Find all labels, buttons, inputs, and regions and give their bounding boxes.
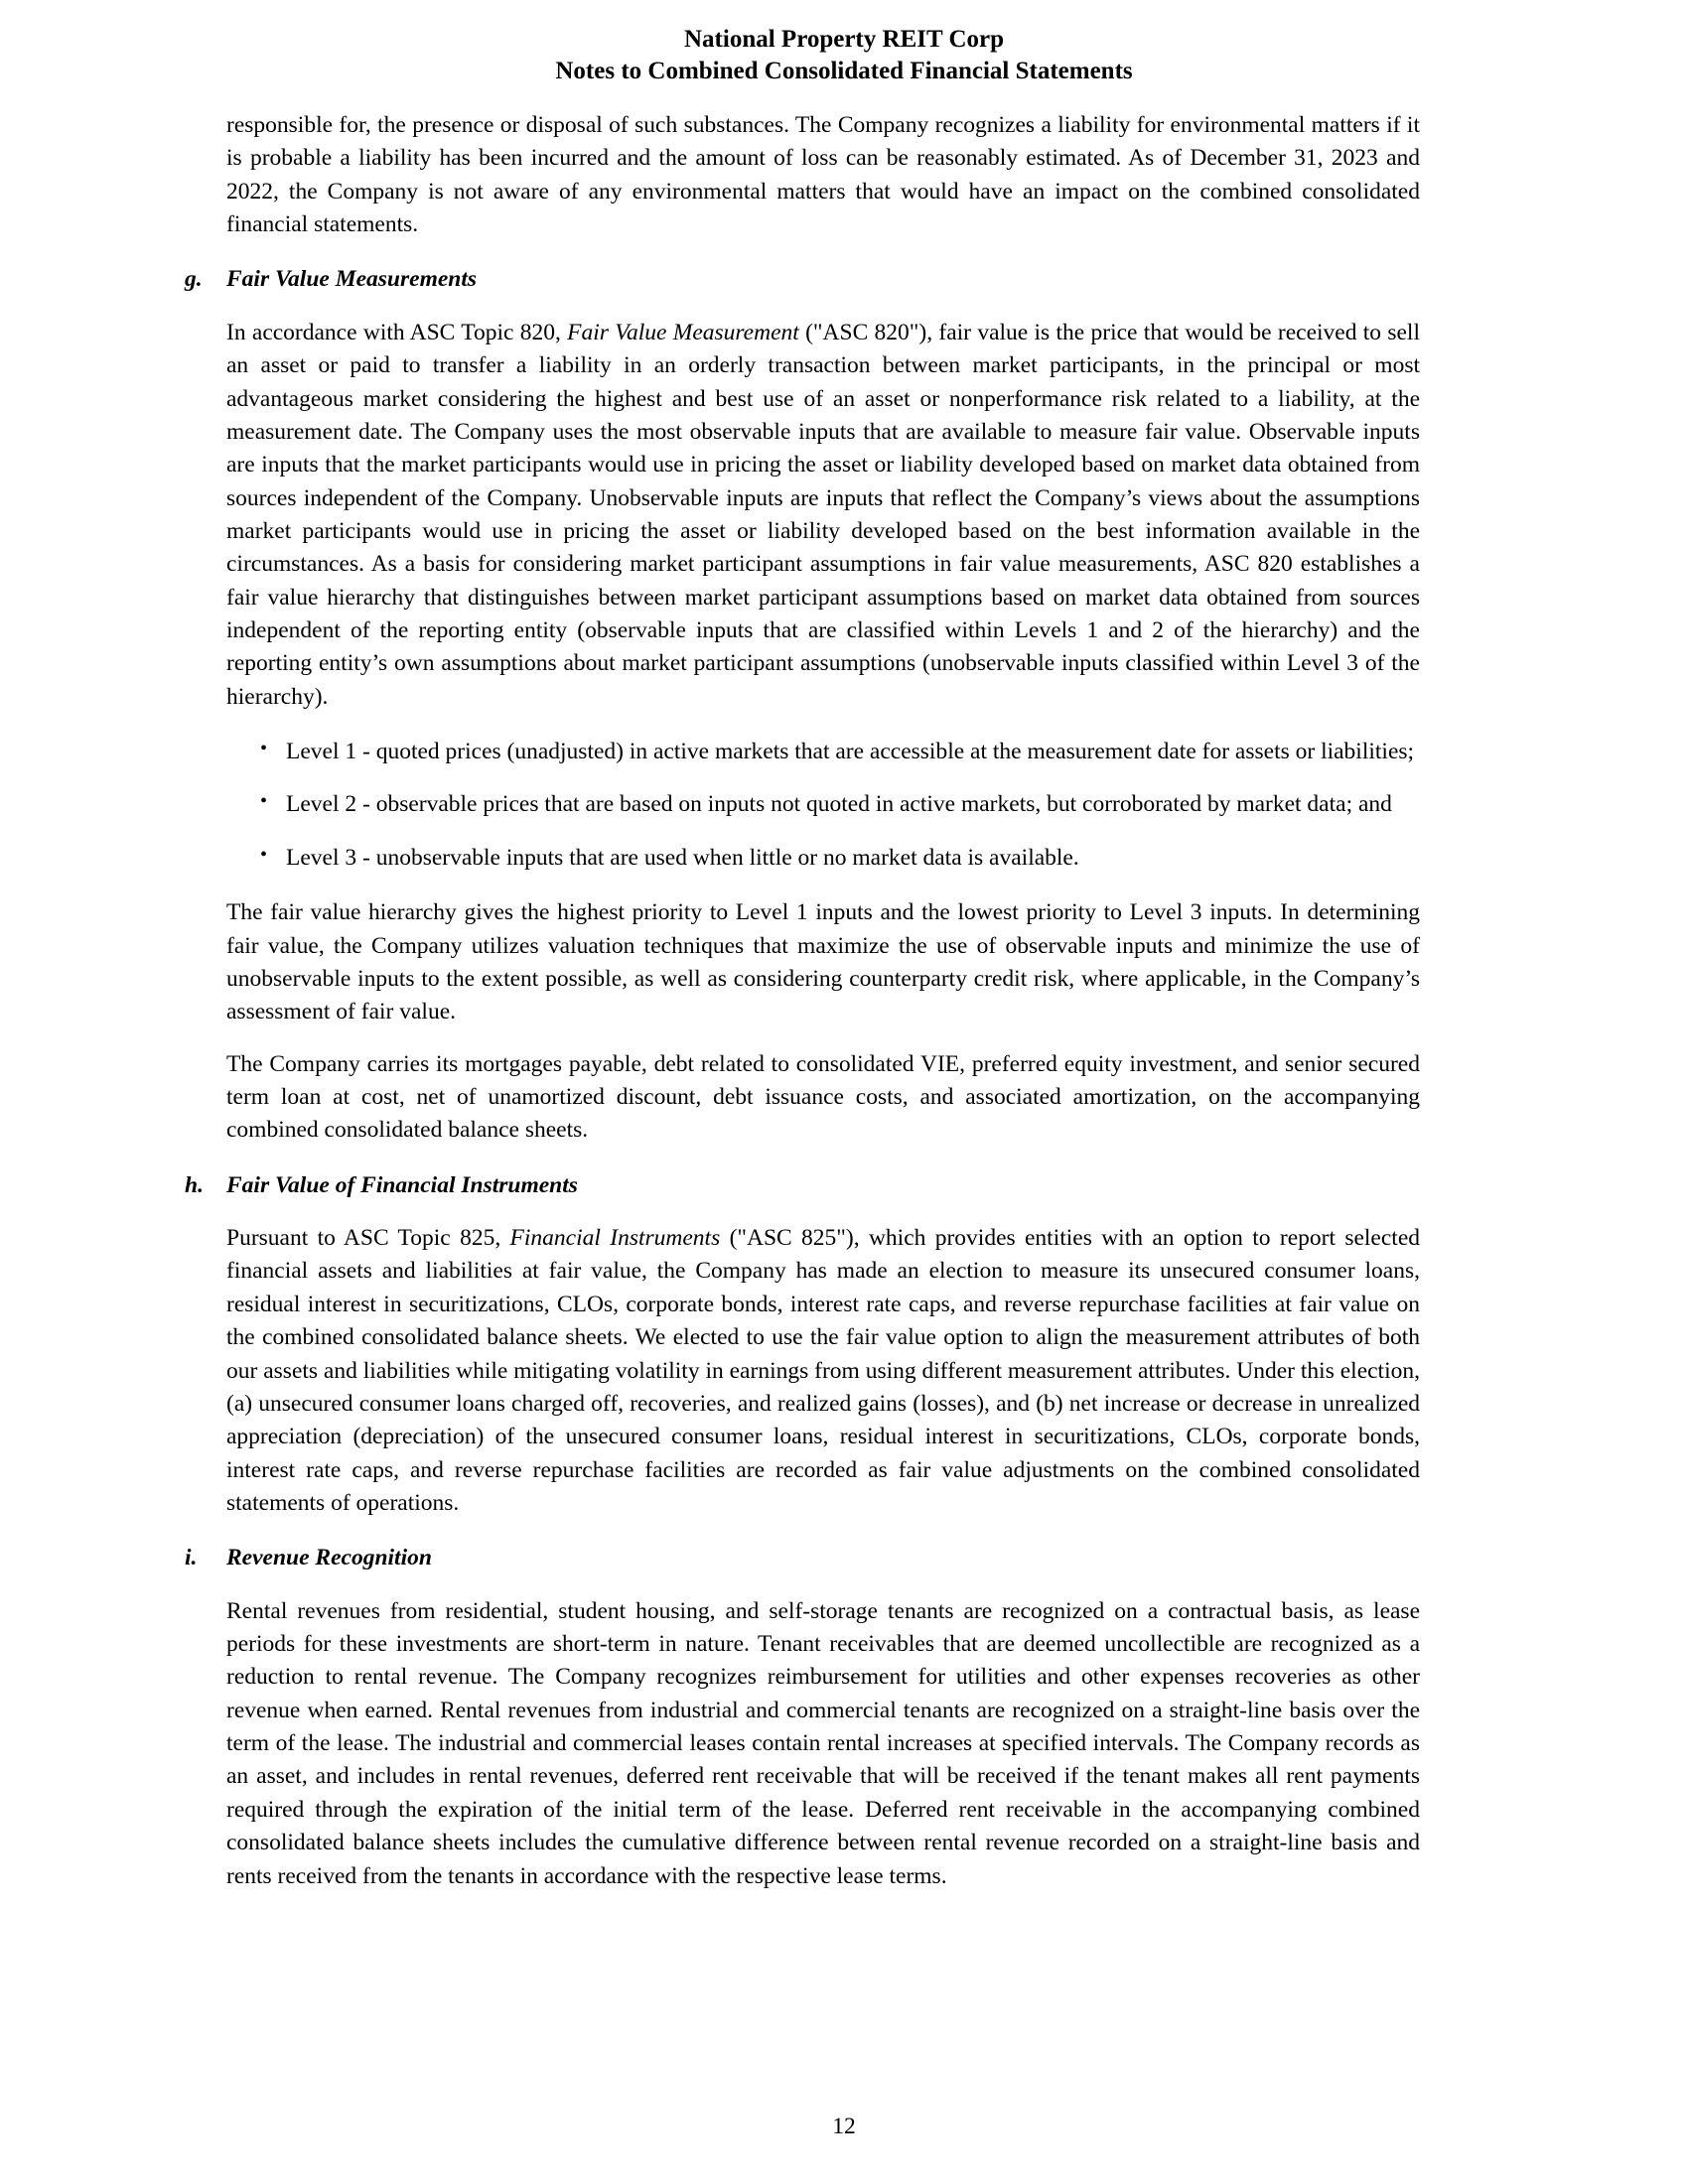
- asc-825-rest: ("ASC 825"), which provides entities with an option to report selected financial assets and liabilities at fair value, the Company has made an election to measure its unsecured consumer loans, residual interest in securitizations, CLOs, corporate bonds, interest rate caps, and reverse repurchase facilities at fair value on the combined consolidated balance sheets. We elected to use the fair value option to align the measurement attributes of both our assets and liabilities while mitigating volatility in earnings from using different measurement attributes. Under this election, (a) unsecured consumer loans charged off, recoveries, and realized gains (losses), and (b) net increase or decrease in unrealized appreciation (depreciation) of the unsecured consumer loans, residual interest in securitizations, CLOs, corporate bonds, interest rate caps, and reverse repurchase facilities are recorded as fair value adjustments on the combined consolidated statements of operations.: [226, 1225, 1420, 1516]
- section-title-h: Fair Value of Financial Instruments: [226, 1171, 578, 1198]
- asc-825-lead: Pursuant to ASC Topic 825,: [226, 1225, 510, 1252]
- bullet-icon: •: [260, 843, 268, 866]
- level-2-text: Level 2 - observable prices that are based on inputs not quoted in active markets, but corroborated by market data; and: [286, 791, 1392, 818]
- paragraph-revenue-recognition: Rental revenues from residential, student housing, and self-storage tenants are recognized on a contractual basis, as lease periods for these investments are short-term in nature. Tenant receivables that are deemed uncollectible are recognized as a reduction to rental revenue. The Company recognizes reimbursement for utilities and other expenses recoveries as other revenue when earned. Rental revenues from industrial and commercial tenants are recognized on a straight-line basis over the term of the lease. The industrial and commercial leases contain rental increases at specified intervals. The Company records as an asset, and includes in rental revenues, deferred rent receivable that will be received if the tenant makes all rent payments required through the expiration of the initial term of the lease. Deferred rent receivable in the accompanying combined consolidated balance sheets includes the cumulative difference between rental revenue recorded on a straight-line basis and rents received from the tenants in accordance with the respective lease terms.: [226, 1597, 1420, 1889]
- asc-825-title-italic: Financial Instruments: [509, 1225, 721, 1252]
- document-subtitle: Notes to Combined Consolidated Financial Statements: [555, 58, 1133, 84]
- paragraph-asc-825: [226, 1222, 1420, 1520]
- asc-820-title-italic: Fair Value Measurement: [567, 319, 799, 345]
- document-body: [185, 109, 1420, 1893]
- section-marker-g: g.: [185, 266, 203, 293]
- section-heading-g: [185, 263, 1420, 296]
- section-title-i: Revenue Recognition: [226, 1545, 432, 1571]
- paragraph-carrying-cost: The Company carries its mortgages payable, debt related to consolidated VIE, preferred equity investment, and senior secured term loan at cost, net of unamortized discount, debt issuance costs, and associated amortization, on the accompanying combined consolidated balance sheets.: [226, 1050, 1420, 1144]
- section-body-g: [226, 317, 1420, 1148]
- list-item: [256, 842, 1420, 875]
- level-3-text: Level 3 - unobservable inputs that are used when little or no market data is available.: [286, 844, 1079, 871]
- page-number: 12: [832, 2114, 856, 2139]
- section-body-i: [226, 1595, 1420, 1893]
- section-heading-h: [185, 1169, 1420, 1202]
- fair-value-level-list: [226, 736, 1420, 875]
- bullet-icon: •: [260, 790, 268, 813]
- asc-820-lead: In accordance with ASC Topic 820,: [226, 319, 568, 345]
- list-item: [256, 788, 1420, 821]
- section-heading-i: [185, 1542, 1420, 1574]
- list-item: [256, 736, 1420, 768]
- section-marker-h: h.: [185, 1171, 204, 1198]
- section-marker-i: i.: [185, 1545, 198, 1571]
- intro-paragraph: responsible for, the presence or disposal of such substances. The Company recognizes a liability for environmental matters if it is probable a liability has been incurred and the amount of loss can be reasonably estimated. As of December 31, 2023 and 2022, the Company is not aware of any environmental matters that would have an impact on the combined consolidated financial statements.: [226, 112, 1420, 238]
- level-1-text: Level 1 - quoted prices (unadjusted) in active markets that are accessible at the measurement date for assets or liabilities;: [286, 739, 1415, 765]
- section-body-h: [226, 1222, 1420, 1520]
- document-header: [0, 0, 1688, 87]
- company-name: National Property REIT Corp: [684, 26, 1004, 53]
- bullet-icon: •: [260, 738, 268, 760]
- section-title-g: Fair Value Measurements: [226, 266, 478, 293]
- paragraph-hierarchy-priority: The fair value hierarchy gives the highest priority to Level 1 inputs and the lowest priority to Level 3 inputs. In determining fair value, the Company utilizes valuation techniques that maximize the use of observable inputs and minimize the use of unobservable inputs to the extent possible, as well as considering counterparty credit risk, where applicable, in the Company’s assessment of fair value.: [226, 899, 1420, 1025]
- asc-820-rest: ("ASC 820"), fair value is the price that would be received to sell an asset or paid to transfer a liability in an orderly transaction between market participants, in the principal or most advantageous market considering the highest and best use of an asset or nonperformance risk related to a liability, at the measurement date. The Company uses the most observable inputs that are available to measure fair value. Observable inputs are inputs that the market participants would use in pricing the asset or liability developed based on market data obtained from sources independent of the Company. Unobservable inputs are inputs that reflect the Company’s views about the assumptions market participants would use in pricing the asset or liability developed based on the best information available in the circumstances. As a basis for considering market participant assumptions in fair value measurements, ASC 820 establishes a fair value hierarchy that distinguishes between market participant assumptions based on market data obtained from sources independent of the reporting entity (observable inputs that are classified within Levels 1 and 2 of the hierarchy) and the reporting entity’s own assumptions about market participant assumptions (unobservable inputs classified within Level 3 of the hierarchy).: [226, 319, 1420, 710]
- paragraph-asc-820: [226, 317, 1420, 714]
